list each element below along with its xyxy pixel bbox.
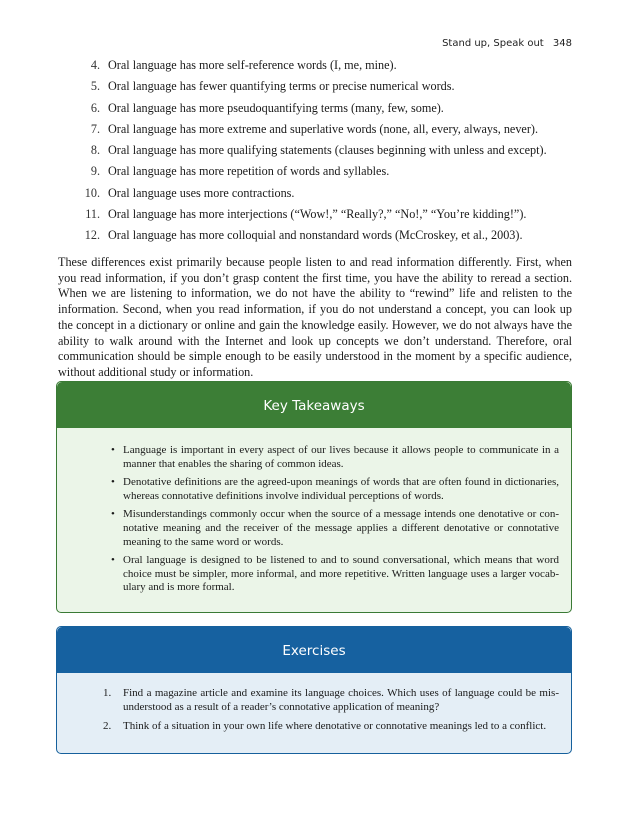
oral-language-list <box>60 58 570 250</box>
key-takeaways-title: Key Takeaways <box>57 382 571 428</box>
exercises-box <box>56 626 572 754</box>
list-number: 9. <box>90 164 100 179</box>
bullet-icon: • <box>111 476 115 489</box>
list-item <box>60 101 570 116</box>
list-item <box>103 687 559 714</box>
list-text: Oral language uses more contractions. <box>108 185 295 200</box>
book-title: Stand up, Speak out <box>442 38 544 49</box>
takeaway-text: Misunderstandings commonly occur when the source of a message intends one denotative or connotative meaning and the receiver of the message applies a different denotative or connotative meaning to the same word or words. <box>123 508 559 548</box>
takeaway-text: Oral language is designed to be listened to and to sound conversational, which means that word choice must be simpler, more informal, and more repetitive. Written language uses a larger vocabulary and is more formal. <box>123 554 559 594</box>
key-takeaways-list <box>111 444 559 600</box>
exercise-number: 2. <box>103 719 112 732</box>
list-item <box>60 58 570 73</box>
list-item <box>111 554 559 595</box>
list-number: 8. <box>90 143 100 158</box>
list-item <box>111 476 559 503</box>
list-text: Oral language has more pseudoquantifying terms (many, few, some). <box>108 100 444 115</box>
page-number: 348 <box>552 38 572 49</box>
exercise-text: Think of a situation in your own life where denotative or connotative meanings led to a conflict. <box>123 719 547 732</box>
key-takeaways-box <box>56 381 572 613</box>
list-text: Oral language has more self-reference words (I, me, mine). <box>108 58 397 72</box>
list-number: 4. <box>90 58 100 72</box>
list-item <box>60 164 570 179</box>
list-item <box>111 508 559 549</box>
list-number: 12. <box>84 228 100 243</box>
takeaway-text: Denotative definitions are the agreed-upon meanings of words that are often found in dictionaries, whereas connotative definitions involve individual perceptions of words. <box>123 476 559 502</box>
list-text: Oral language has more colloquial and nonstandard words (McCroskey, et al., 2003). <box>108 228 523 243</box>
list-item <box>103 720 559 734</box>
list-text: Oral language has more interjections (“Wow!,” “Really?,” “No!,” “You’re kidding!”). <box>108 207 527 222</box>
list-text: Oral language has more qualifying statements (clauses beginning with unless and except). <box>108 143 547 158</box>
list-item <box>60 143 570 158</box>
list-item <box>60 207 570 222</box>
exercise-number: 1. <box>103 687 112 699</box>
list-number: 6. <box>90 100 100 115</box>
list-item <box>60 228 570 243</box>
list-number: 11. <box>85 207 100 222</box>
list-text: Oral language has more repetition of words and syllables. <box>108 164 390 179</box>
list-item <box>60 122 570 137</box>
list-item <box>60 186 570 201</box>
bullet-icon: • <box>111 554 115 567</box>
takeaway-text: Language is important in every aspect of our lives because it allows people to communicate in a manner that enables the sharing of common ideas. <box>123 444 559 470</box>
list-item <box>60 79 570 94</box>
list-number: 7. <box>90 121 100 136</box>
list-number: 10. <box>84 185 100 200</box>
list-number: 5. <box>90 79 100 94</box>
exercises-list <box>103 687 559 739</box>
running-head <box>436 38 572 49</box>
list-text: Oral language has fewer quantifying terms or precise numerical words. <box>108 79 455 94</box>
exercise-text: Find a magazine article and examine its language choices. Which uses of language could be misunderstood as a result of a reader’s connotative application of meaning? <box>123 687 559 713</box>
exercises-title: Exercises <box>57 627 571 673</box>
list-item <box>111 444 559 471</box>
body-paragraph: These differences exist primarily because people listen to and read information differently. First, when you read information, if you don’t grasp content the first time, you have the ability to reread a section. When we are listening to information, we do not have the ability to “rewind” life and relisten to the information. Second, when you read information, if you do not understand a concept, you can look up the concept in a dictionary or online and gain the knowledge easily. However, we do not always have the ability to walk around with the Internet and look up concepts we don’t understand. Therefore, oral communication should be simple enough to be easily understood in the moment by a specific audience, without additional study or information. <box>58 255 572 379</box>
bullet-icon: • <box>111 508 115 521</box>
bullet-icon: • <box>111 444 115 456</box>
list-text: Oral language has more extreme and superlative words (none, all, every, always, never). <box>108 121 539 136</box>
